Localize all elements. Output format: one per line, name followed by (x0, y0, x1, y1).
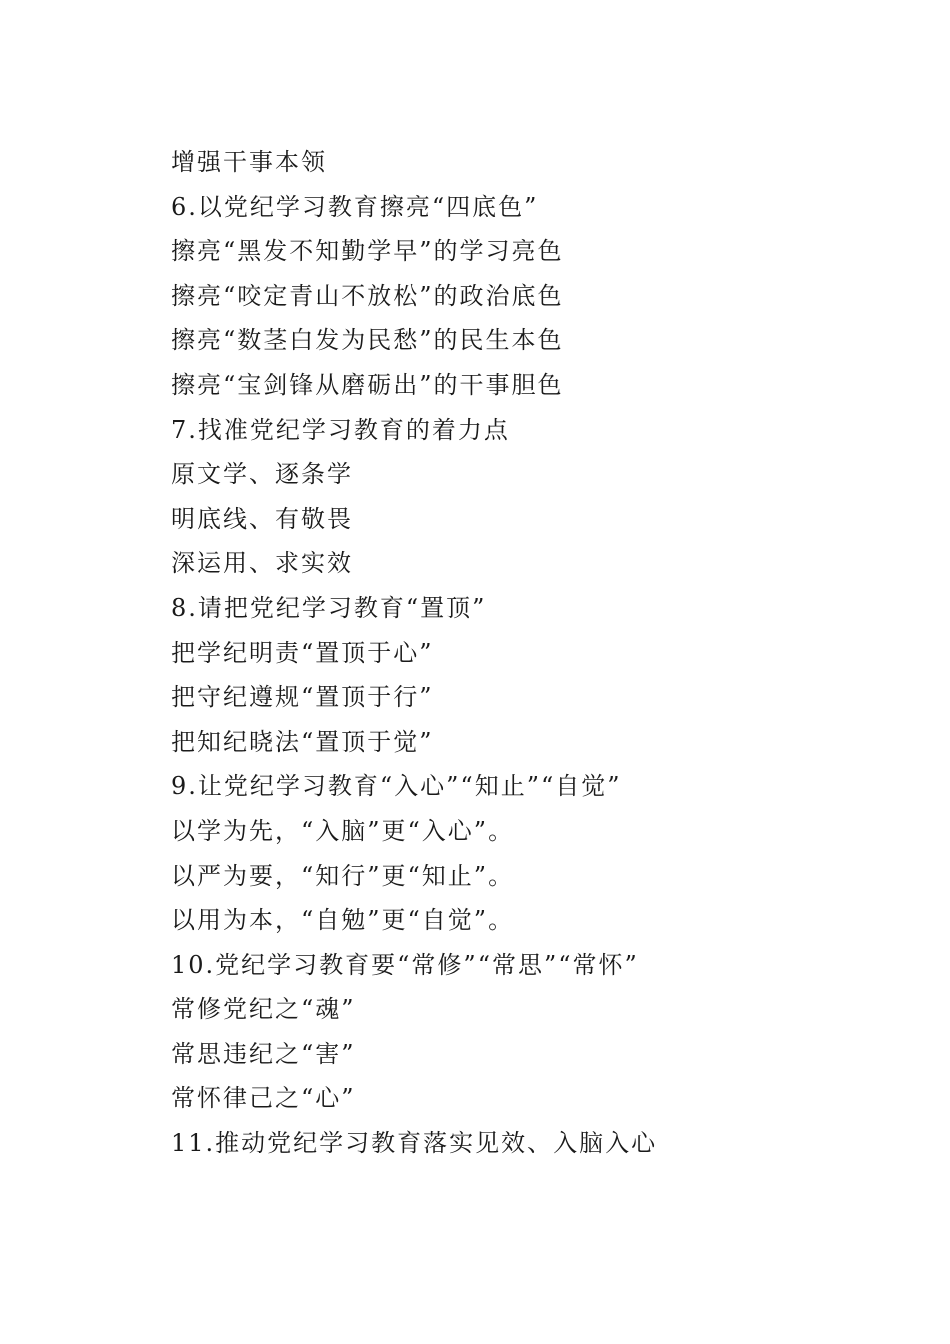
body-line: 擦亮“宝剑锋从磨砺出”的干事胆色 (171, 370, 564, 399)
body-line: 常修党纪之“魂” (171, 995, 356, 1024)
body-line: 擦亮“数茎白发为民愁”的民生本色 (171, 326, 564, 355)
body-line: 增强干事本领 (171, 148, 327, 176)
body-line: 把守纪遵规“置顶于行” (171, 683, 434, 712)
body-line: 深运用、求实效 (171, 549, 353, 578)
body-line: 以用为本，“自勉”更“自觉”。 (171, 906, 515, 935)
body-line: 明底线、有敬畏 (171, 504, 353, 533)
body-line: 把知纪晓法“置顶于觉” (171, 727, 434, 756)
body-line: 原文学、逐条学 (171, 460, 353, 489)
section-heading-9: 9.让党纪学习教育“入心”“知止”“自觉” (171, 772, 622, 801)
section-heading-8: 8.请把党纪学习教育“置顶” (171, 593, 487, 622)
body-line: 擦亮“咬定青山不放松”的政治底色 (171, 281, 564, 310)
body-line: 把学纪明责“置顶于心” (171, 638, 434, 667)
section-heading-10: 10.党纪学习教育要“常修”“常思”“常怀” (171, 950, 639, 979)
body-line: 常怀律己之“心” (171, 1084, 356, 1113)
body-line: 常思违纪之“害” (171, 1039, 356, 1068)
section-heading-7: 7.找准党纪学习教育的着力点 (171, 415, 510, 444)
section-heading-11: 11.推动党纪学习教育落实见效、入脑入心 (171, 1129, 658, 1158)
body-line: 擦亮“黑发不知勤学早”的学习亮色 (171, 237, 564, 266)
section-heading-6: 6.以党纪学习教育擦亮“四底色” (171, 192, 539, 221)
document-body (171, 140, 891, 1166)
body-line: 以学为先，“入脑”更“入心”。 (171, 816, 515, 845)
body-line: 以严为要，“知行”更“知止”。 (171, 861, 515, 890)
